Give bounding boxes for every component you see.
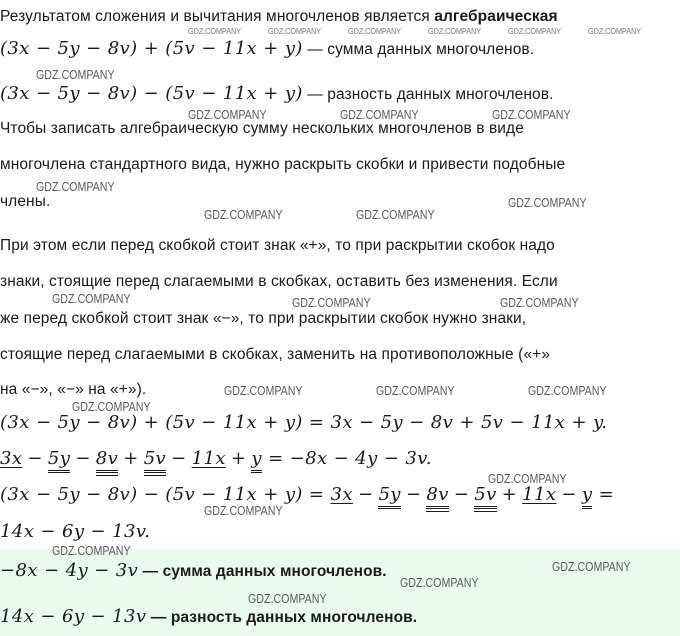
sum-expression: (3x − 5y − 8v) + (5v − 11x + y) — [0, 38, 303, 59]
diff-open: (3x − 5y − 8v) − (5v − 11x + y) = — [0, 484, 325, 505]
term-v-diff: 8v — [426, 484, 448, 509]
watermark: GDZ.COMPANY — [340, 107, 419, 122]
sum-grouping: 3x − 5y − 8v + 5v − 11x + y = −8x − 4y − 3v. — [0, 448, 432, 469]
diff-expression: (3x − 5y − 8v) − (5v − 11x + y) — [0, 83, 303, 104]
watermark: GDZ.COMPANY — [492, 107, 571, 122]
watermark: GDZ.COMPANY — [588, 27, 642, 36]
watermark: GDZ.COMPANY — [508, 27, 562, 36]
term-v2-diff: 5v — [474, 484, 496, 509]
paragraph2-line-3: же перед скобкой стоит знак «−», то при раскрытии скобок нужно знаки, — [0, 310, 527, 327]
watermark: GDZ.COMPANY — [204, 503, 283, 518]
watermark: GDZ.COMPANY — [500, 295, 579, 310]
answer-diff-line — [0, 606, 417, 627]
watermark: GDZ.COMPANY — [528, 383, 607, 398]
watermark: GDZ.COMPANY — [400, 575, 479, 590]
intro-line — [0, 8, 558, 26]
intro-text: Результатом сложения и вычитания многочленов является — [0, 8, 435, 25]
paragraph1-line-1: Чтобы записать алгебраическую сумму нескольких многочленов в виде — [0, 120, 524, 137]
paragraph1-line-3: члены. — [0, 193, 51, 210]
answer-sum-caption: — сумма данных многочленов. — [138, 563, 387, 580]
answer-sum-expression: −8x − 4y − 3v — [0, 560, 139, 581]
watermark: GDZ.COMPANY — [508, 195, 587, 210]
watermark: GDZ.COMPANY — [292, 295, 371, 310]
term-y-sum: 5y — [48, 448, 70, 473]
diff-result: 14x − 6y − 13v. — [0, 521, 151, 542]
watermark: GDZ.COMPANY — [52, 291, 131, 306]
intro-bold-term: алгебраическая — [434, 8, 558, 25]
diff-expansion: (3x − 5y − 8v) − (5v − 11x + y) = 3x − 5y − 8v − 5v + 11x − y = — [0, 484, 614, 505]
term-x-diff: 3x — [330, 484, 353, 505]
watermark: GDZ.COMPANY — [348, 27, 402, 36]
diff-caption: — разность данных многочленов. — [302, 86, 554, 103]
watermark: GDZ.COMPANY — [72, 399, 151, 414]
watermark: GDZ.COMPANY — [188, 27, 242, 36]
paragraph2-line-4: стоящие перед слагаемыми в скобках, заменить на противоположные («+» — [0, 346, 551, 363]
term-y-diff: 5y — [378, 484, 400, 509]
paragraph1-line-2: многочлена стандартного вида, нужно раскрыть скобки и привести подобные — [0, 156, 566, 173]
term-y2-sum: y — [251, 448, 262, 473]
watermark: GDZ.COMPANY — [268, 27, 322, 36]
term-v-sum: 8v — [96, 448, 118, 473]
answer-diff-caption: — разность данных многочленов. — [146, 609, 418, 626]
diff-line — [0, 83, 553, 104]
watermark: GDZ.COMPANY — [356, 207, 435, 222]
watermark: GDZ.COMPANY — [488, 471, 567, 486]
watermark: GDZ.COMPANY — [36, 179, 115, 194]
term-v2-sum: 5v — [144, 448, 166, 473]
diff-equals: = — [598, 484, 615, 505]
sum-result: = −8x − 4y − 3v. — [268, 448, 432, 469]
term-x2-sum: 11x — [191, 448, 226, 469]
watermark: GDZ.COMPANY — [224, 383, 303, 398]
watermark: GDZ.COMPANY — [36, 67, 115, 82]
paragraph2-line-1: При этом если перед скобкой стоит знак «+», то при раскрытии скобок надо — [0, 237, 555, 254]
sum-line — [0, 38, 534, 59]
answer-diff-expression: 14x − 6y − 13v — [0, 606, 147, 627]
term-x2-diff: 11x — [522, 484, 557, 505]
paragraph2-line-2: знаки, стоящие перед слагаемыми в скобках, оставить без изменения. Если — [0, 273, 558, 290]
term-x-sum: 3x — [0, 448, 23, 469]
sum-expansion: (3x − 5y − 8v) + (5v − 11x + y) = 3x − 5y − 8v + 5v − 11x + y. — [0, 412, 608, 433]
watermark: GDZ.COMPANY — [188, 107, 267, 122]
answer-sum-line — [0, 560, 387, 581]
watermark: GDZ.COMPANY — [552, 559, 631, 574]
watermark: GDZ.COMPANY — [428, 27, 482, 36]
sum-caption: — сумма данных многочленов. — [302, 41, 535, 58]
paragraph2-line-5: на «−», «−» на «+»). — [0, 381, 147, 398]
watermark: GDZ.COMPANY — [52, 543, 131, 558]
term-y2-diff: y — [582, 484, 593, 509]
watermark: GDZ.COMPANY — [376, 383, 455, 398]
watermark: GDZ.COMPANY — [248, 591, 327, 606]
watermark: GDZ.COMPANY — [204, 207, 283, 222]
